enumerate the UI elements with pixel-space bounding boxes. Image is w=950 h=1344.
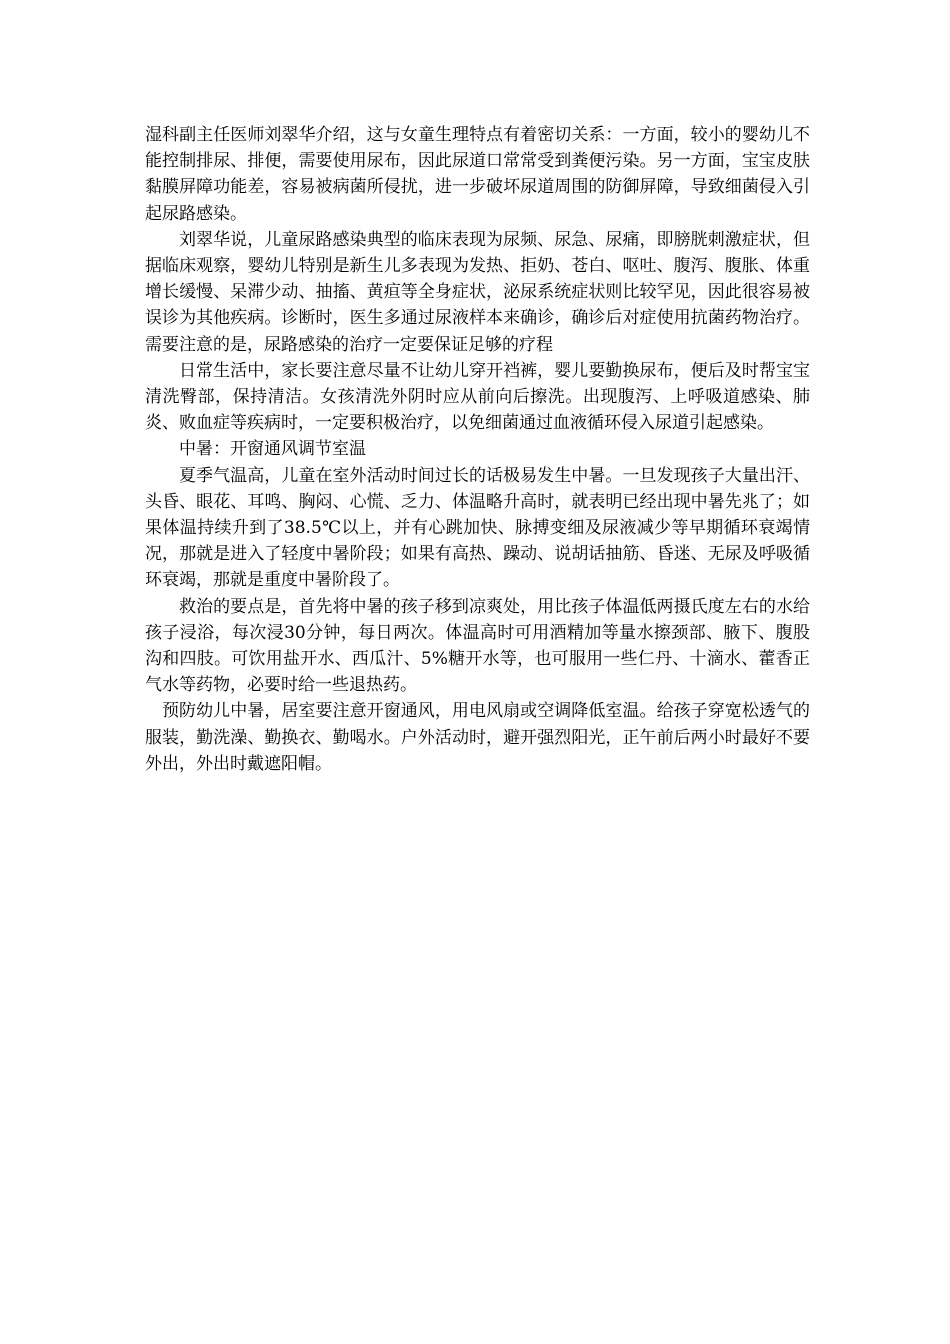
paragraph-heatstroke-prevention: 预防幼儿中暑，居室要注意开窗通风，用电风扇或空调降低室温。给孩子穿宽松透气的服装，勤洗澡、勤换衣、勤喝水。户外活动时，避开强烈阳光，正午前后两小时最好不要外出，外出时戴遮阳帽。: [145, 701, 810, 774]
section-heading-heatstroke: 中暑：开窗通风调节室温: [179, 439, 366, 460]
paragraph-heatstroke-symptoms: 夏季气温高，儿童在室外活动时间过长的话极易发生中暑。一旦发现孩子大量出汗、头昏、眼花、耳鸣、胸闷、心慌、乏力、体温略升高时，就表明已经出现中暑先兆了；如果体温持续升到了38.5℃以上，并有心跳加快、脉搏变细及尿液减少等早期循环衰竭情况，那就是进入了轻度中暑阶段；如果有高热、躁动、说胡话抽筋、昏迷、无尿及呼吸循环衰竭，那就是重度中暑阶段了。: [145, 465, 810, 591]
paragraph-heatstroke-treatment: 救治的要点是，首先将中暑的孩子移到凉爽处，用比孩子体温低两摄氏度左右的水给孩子浸浴，每次浸30分钟，每日两次。体温高时可用酒精加等量水擦颈部、腋下、腹股沟和四肢。可饮用盐开水、西瓜汁、5%糖开水等，也可服用一些仁丹、十滴水、藿香正气水等药物，必要时给一些退热药。: [145, 596, 810, 696]
paragraph-uti-causes: 湿科副主任医师刘翠华介绍，这与女童生理特点有着密切关系：一方面，较小的婴幼儿不能控制排尿、排便，需要使用尿布，因此尿道口常常受到粪便污染。另一方面，宝宝皮肤黏膜屏障功能差，容易被病菌所侵扰，进一步破坏尿道周围的防御屏障，导致细菌侵入引起尿路感染。: [145, 125, 810, 224]
paragraph-uti-symptoms: 刘翠华说，儿童尿路感染典型的临床表现为尿频、尿急、尿痛，即膀胱刺激症状，但据临床观察，婴幼儿特别是新生儿多表现为发热、拒奶、苍白、呕吐、腹泻、腹胀、体重增长缓慢、呆滞少动、抽搐、黄疸等全身症状，泌尿系统症状则比较罕见，因此很容易被误诊为其他疾病。诊断时，医生多通过尿液样本来确诊，确诊后对症使用抗菌药物治疗。需要注意的是，尿路感染的治疗一定要保证足够的疗程: [145, 229, 810, 355]
paragraph-uti-prevention: 日常生活中，家长要注意尽量不让幼儿穿开裆裤，婴儿要勤换尿布，便后及时帮宝宝清洗臀部，保持清洁。女孩清洗外阴时应从前向后擦洗。出现腹泻、上呼吸道感染、肺炎、败血症等疾病时，一定要积极治疗，以免细菌通过血液循环侵入尿道引起感染。: [145, 360, 810, 434]
document-body: [145, 122, 810, 777]
